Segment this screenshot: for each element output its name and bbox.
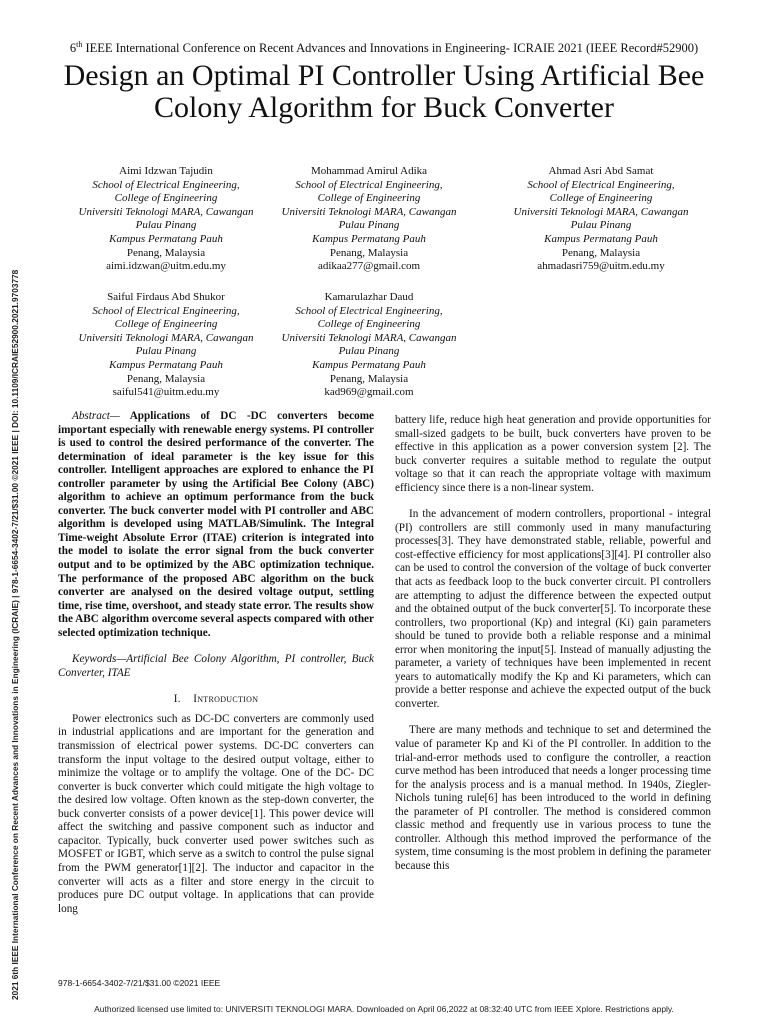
section-number: I. — [173, 693, 181, 706]
author-univ: Universiti Teknologi MARA, Cawangan — [78, 331, 254, 344]
author-univ-branch: Pulau Pinang — [338, 219, 400, 232]
author-dept: School of Electrical Engineering, — [527, 178, 675, 191]
author-city: Penang, Malaysia — [329, 372, 409, 385]
author-block-2 — [254, 165, 484, 274]
conference-number: 6 — [69, 41, 77, 56]
author-dept: School of Electrical Engineering, — [92, 304, 240, 317]
abstract-text: Applications of DC -DC converters become important especially with renewable energy systems. PI controller is used to control the desired performance of the converter. The determination of ideal parameter is the key issue for this controller. Intelligent approaches are explored to enhance the PI controller parameter by using the Artificial Bee Colony (ABC) algorithm to achieve an optimum performance from the buck converter. The buck converter model with PI controller and ABC algorithm is developed using MATLAB/Simulink. The Integral Time-weight Absolute Error (ITAE) criterion is integrated into the model to isolate the error signal from the buck converter output and to be optimized by the ABC optimization technique. The performance of the proposed ABC algorithm on the buck converter are analysed on the desired voltage output, settling time, rise time, overshoot, and steady state error. The results show the ABC algorithm overcome several aspects compared with other selected optimization technique. — [58, 410, 374, 639]
author-campus: Kampus Permatang Pauh — [312, 358, 426, 371]
author-email: aimi.idzwan@uitm.edu.my — [106, 260, 226, 273]
author-city: Penang, Malaysia — [561, 246, 641, 259]
author-univ-branch: Pulau Pinang — [135, 219, 197, 232]
conference-name: IEEE International Conference on Recent Advances and Innovations in Engineering- ICRAIE 2021 (IEEE Record#52900) — [82, 41, 699, 56]
author-block-1 — [51, 165, 281, 274]
author-name: Aimi Idzwan Tajudin — [119, 165, 213, 177]
author-dept: School of Electrical Engineering, — [295, 178, 443, 191]
section-heading-introduction — [58, 693, 374, 707]
section-title: Introduction — [193, 693, 259, 706]
keywords: Keywords—Artificial Bee Colony Algorithm, PI controller, Buck Converter, ITAE — [58, 653, 374, 679]
author-dept: School of Electrical Engineering, — [295, 304, 443, 317]
author-name: Ahmad Asri Abd Samat — [548, 165, 654, 177]
author-dept: School of Electrical Engineering, — [92, 178, 240, 191]
doi-sidebar: 2021 6th IEEE International Conference on Recent Advances and Innovations in Engineering (ICRAIE) | 978-1-6654-3402-7/21/$31.00 ©2021 IEEE | DOI: 10.1109/ICRAIE52900.2021.9703778 — [10, 269, 20, 1000]
author-block-5 — [254, 291, 484, 400]
right-column — [395, 414, 711, 887]
author-email: kad969@gmail.com — [324, 386, 414, 399]
author-univ-branch: Pulau Pinang — [338, 345, 400, 358]
author-college: College of Engineering — [114, 192, 218, 205]
author-name: Kamarulazhar Daud — [324, 291, 414, 303]
author-univ-branch: Pulau Pinang — [135, 345, 197, 358]
author-campus: Kampus Permatang Pauh — [544, 232, 658, 245]
body-paragraph-pi-controllers: In the advancement of modern controllers, proportional - integral (PI) controllers are still commonly used in many manufacturing processes[3]. They have demonstrated stable, reliable, powerful and cost-effective efficiency for most applications[3][4]. PI controller also can be used to control the conversion of the voltage of buck converter that acts as feedback loop to the buck converter circuit. PI controllers are attempting to adjust the difference between the expected output and the obtained output of the buck converter[5]. To incorporate these controllers, two proportional (Kp) and integral (Ki) gain parameters should be tuned to provide both a reliable response and a minimal error when monitoring the input[5]. Instead of manually adjusting the parameter, a variety of techniques have been implemented in recent years to automatically modify the Kp and Ki parameters, which can provide a better response and achieve the expected output of the buck converter. — [395, 508, 711, 710]
author-city: Penang, Malaysia — [126, 372, 206, 385]
author-univ: Universiti Teknologi MARA, Cawangan — [281, 331, 457, 344]
conference-header — [30, 40, 738, 56]
author-block-4 — [51, 291, 281, 400]
author-campus: Kampus Permatang Pauh — [312, 232, 426, 245]
author-college: College of Engineering — [549, 192, 653, 205]
author-email: adikaa277@gmail.com — [317, 260, 421, 273]
author-campus: Kampus Permatang Pauh — [109, 232, 223, 245]
author-univ: Universiti Teknologi MARA, Cawangan — [513, 205, 689, 218]
author-univ: Universiti Teknologi MARA, Cawangan — [281, 205, 457, 218]
author-block-3 — [486, 165, 716, 274]
left-column — [58, 410, 374, 929]
abstract-label: Abstract — [72, 410, 110, 422]
intro-paragraph-1: Power electronics such as DC-DC converters are commonly used in industrial applications and are important for the generation and transmission of electrical power systems. DC-DC converters can transform the input voltage to the desired output voltage, either to minimize the voltage or to amplify the voltage. One of the DC- DC converter is buck converter which could mitigate the high voltage to the desired low voltage. Often known as the step-down converter, the buck converter consists of a power device[1]. This power device will affect the switching and passive component such as inductor and capacitor. Typically, buck converter used power switches such as MOSFET or IGBT, which serve as a switch to control the pulse signal from the PWM generator[1][2]. The inductor and capacitor in the converter will acts as a filter and store energy in the circuit to produces pure DC output voltage. In applications that can provide long — [58, 712, 374, 915]
author-college: College of Engineering — [317, 192, 421, 205]
author-city: Penang, Malaysia — [126, 246, 206, 259]
author-city: Penang, Malaysia — [329, 246, 409, 259]
author-univ: Universiti Teknologi MARA, Cawangan — [78, 205, 254, 218]
copyright-notice: 978-1-6654-3402-7/21/$31.00 ©2021 IEEE — [58, 978, 221, 988]
author-name: Saiful Firdaus Abd Shukor — [107, 291, 225, 303]
author-name: Mohammad Amirul Adika — [310, 165, 428, 177]
abstract-paragraph — [58, 410, 374, 640]
author-college: College of Engineering — [114, 318, 218, 331]
author-college: College of Engineering — [317, 318, 421, 331]
author-univ-branch: Pulau Pinang — [570, 219, 632, 232]
author-email: ahmadasri759@uitm.edu.my — [537, 260, 665, 273]
author-email: saiful541@uitm.edu.my — [112, 386, 220, 399]
paper-title: Design an Optimal PI Controller Using Artificial Bee Colony Algorithm for Buck Converter — [63, 59, 705, 124]
body-paragraph-tuning-methods: There are many methods and technique to set and determined the value of parameter Kp and Ki of the PI controller. In addition to the trial-and-error methods used to configure the controller, a reaction curve method has been introduced that needs a longer processing time for the analysis process and is a manual method. In 1940s, Ziegler-Nichols tuning rule[6] has been introduced to the world in defining the parameter of PI controller. The method is considered common classic method and frequently use in various process to tune the controller. Although this method improved the performance of the system, time consuming is the most problem in defining the parameter because this — [395, 724, 711, 872]
author-campus: Kampus Permatang Pauh — [109, 358, 223, 371]
conference-suffix: th — [76, 40, 83, 49]
abstract-dash: — — [109, 410, 120, 422]
body-paragraph-continued: battery life, reduce high heat generation and provide opportunities for small-sized gadgets to be built, buck converters have proven to be effective in this application as a power conversion system [2]. The buck converter requires a suitable method to regulate the output voltage so that it can reach the appropriate voltage with maximum efficiency since there is a non-linear system. — [395, 414, 711, 494]
license-footer: Authorized licensed use limited to: UNIVERSITI TEKNOLOGI MARA. Downloaded on April 06,2022 at 08:32:40 UTC from IEEE Xplore. Restrictions apply. — [94, 1004, 674, 1014]
